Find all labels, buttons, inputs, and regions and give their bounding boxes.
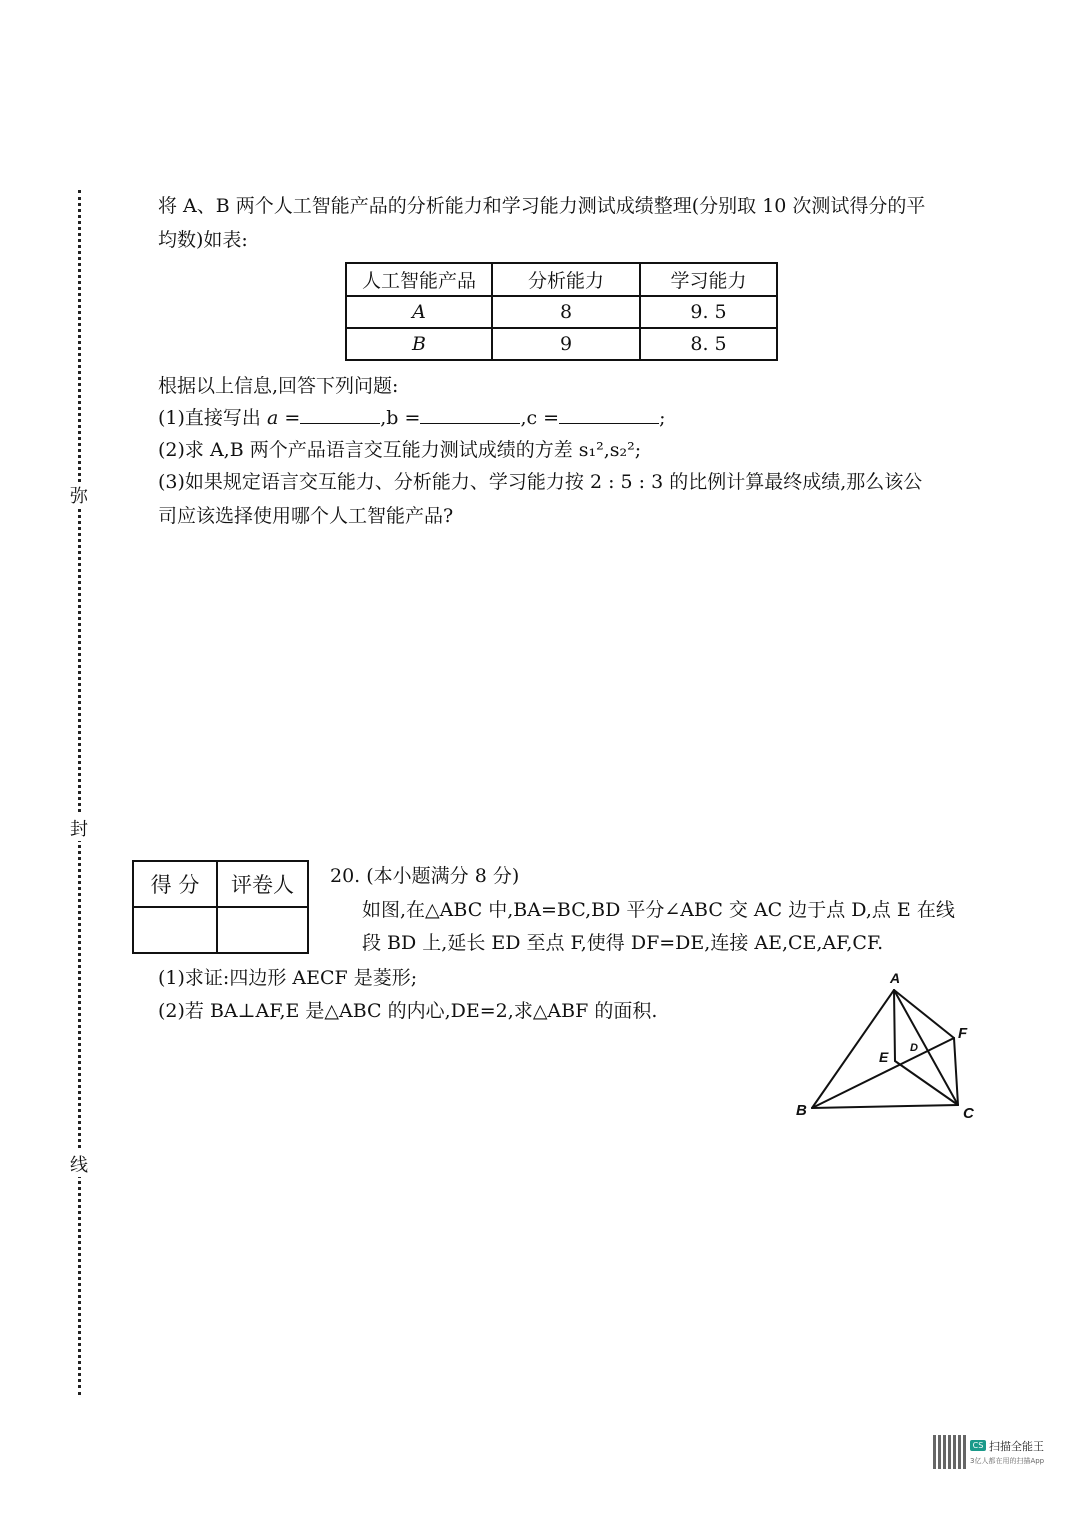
segment-af — [894, 990, 954, 1038]
q20-line2: 段 BD 上,延长 ED 至点 F,使得 DF=DE,连接 AE,CE,AF,CF. — [362, 932, 884, 954]
q19-part3-line2: 司应该选择使用哪个人工智能产品? — [158, 505, 454, 527]
part1-end: ; — [659, 407, 666, 429]
camscanner-logo-icon: CS — [970, 1440, 986, 1451]
q19-part2: (2)求 A,B 两个产品语言交互能力测试成绩的方差 s₁²,s₂²; — [158, 439, 642, 461]
score-box — [132, 860, 309, 954]
label-e: E — [879, 1049, 889, 1065]
reviewer-label: 评卷人 — [217, 861, 308, 907]
table-cell-analysis: 8 — [492, 296, 640, 328]
segment-ac — [894, 990, 958, 1105]
segment-bc — [812, 1105, 958, 1108]
label-f: F — [958, 1025, 968, 1042]
geometry-figure — [790, 965, 990, 1125]
binding-dotted-line — [78, 190, 81, 1395]
binding-char-xian: 线 — [66, 1151, 92, 1177]
answer-blank-a[interactable] — [300, 405, 380, 424]
q19-part3-line1: (3)如果规定语言交互能力、分析能力、学习能力按 2 : 5 : 3 的比例计算最终成绩,那么该公 — [158, 471, 923, 493]
label-a: A — [890, 970, 901, 986]
table-row — [346, 328, 777, 360]
q20-part2: (2)若 BA⊥AF,E 是△ABC 的内心,DE=2,求△ABF 的面积. — [158, 1000, 658, 1022]
answer-blank-c[interactable] — [559, 405, 659, 424]
q20-title: 20. (本小题满分 8 分) — [330, 865, 520, 887]
watermark-brand: 扫描全能王 — [989, 1440, 1044, 1453]
watermark-tagline: 3亿人都在用的扫描App — [970, 1457, 1045, 1465]
binding-char-mi: 弥 — [66, 482, 92, 508]
table-cell-analysis: 9 — [492, 328, 640, 360]
table-cell-learning: 9. 5 — [640, 296, 777, 328]
label-b: B — [796, 1102, 807, 1119]
table-row — [346, 296, 777, 328]
table-header-analysis: 分析能力 — [492, 263, 640, 296]
table-cell-product: B — [346, 328, 492, 360]
part1-c-label: ,c = — [520, 407, 560, 429]
answer-blank-b[interactable] — [420, 405, 520, 424]
label-d: D — [910, 1042, 918, 1054]
q19-prompt: 根据以上信息,回答下列问题: — [158, 375, 399, 397]
part1-a-label: a = — [266, 407, 301, 429]
segment-cf — [954, 1038, 958, 1105]
part1-prefix: (1)直接写出 — [158, 407, 261, 429]
binding-char-feng: 封 — [66, 815, 92, 841]
reviewer-cell[interactable] — [217, 907, 308, 953]
table-header-learning: 学习能力 — [640, 263, 777, 296]
q20-part1: (1)求证:四边形 AECF 是菱形; — [158, 967, 418, 989]
table-header-product: 人工智能产品 — [346, 263, 492, 296]
segment-ae — [894, 990, 895, 1061]
q19-part1 — [158, 402, 665, 434]
part1-b-label: ,b = — [380, 407, 421, 429]
score-label: 得 分 — [133, 861, 217, 907]
segment-ce — [895, 1061, 958, 1105]
table-cell-product: A — [346, 296, 492, 328]
table-cell-learning: 8. 5 — [640, 328, 777, 360]
score-cell[interactable] — [133, 907, 217, 953]
q20-line1: 如图,在△ABC 中,BA=BC,BD 平分∠ABC 交 AC 边于点 D,点 E 在线 — [362, 899, 955, 921]
label-c: C — [963, 1105, 974, 1122]
q19-intro-line2: 均数)如表: — [158, 229, 248, 251]
q19-data-table — [345, 262, 778, 361]
q19-intro-line1: 将 A、B 两个人工智能产品的分析能力和学习能力测试成绩整理(分别取 10 次测试得分的平 — [158, 195, 926, 217]
qr-code-icon — [933, 1435, 967, 1469]
